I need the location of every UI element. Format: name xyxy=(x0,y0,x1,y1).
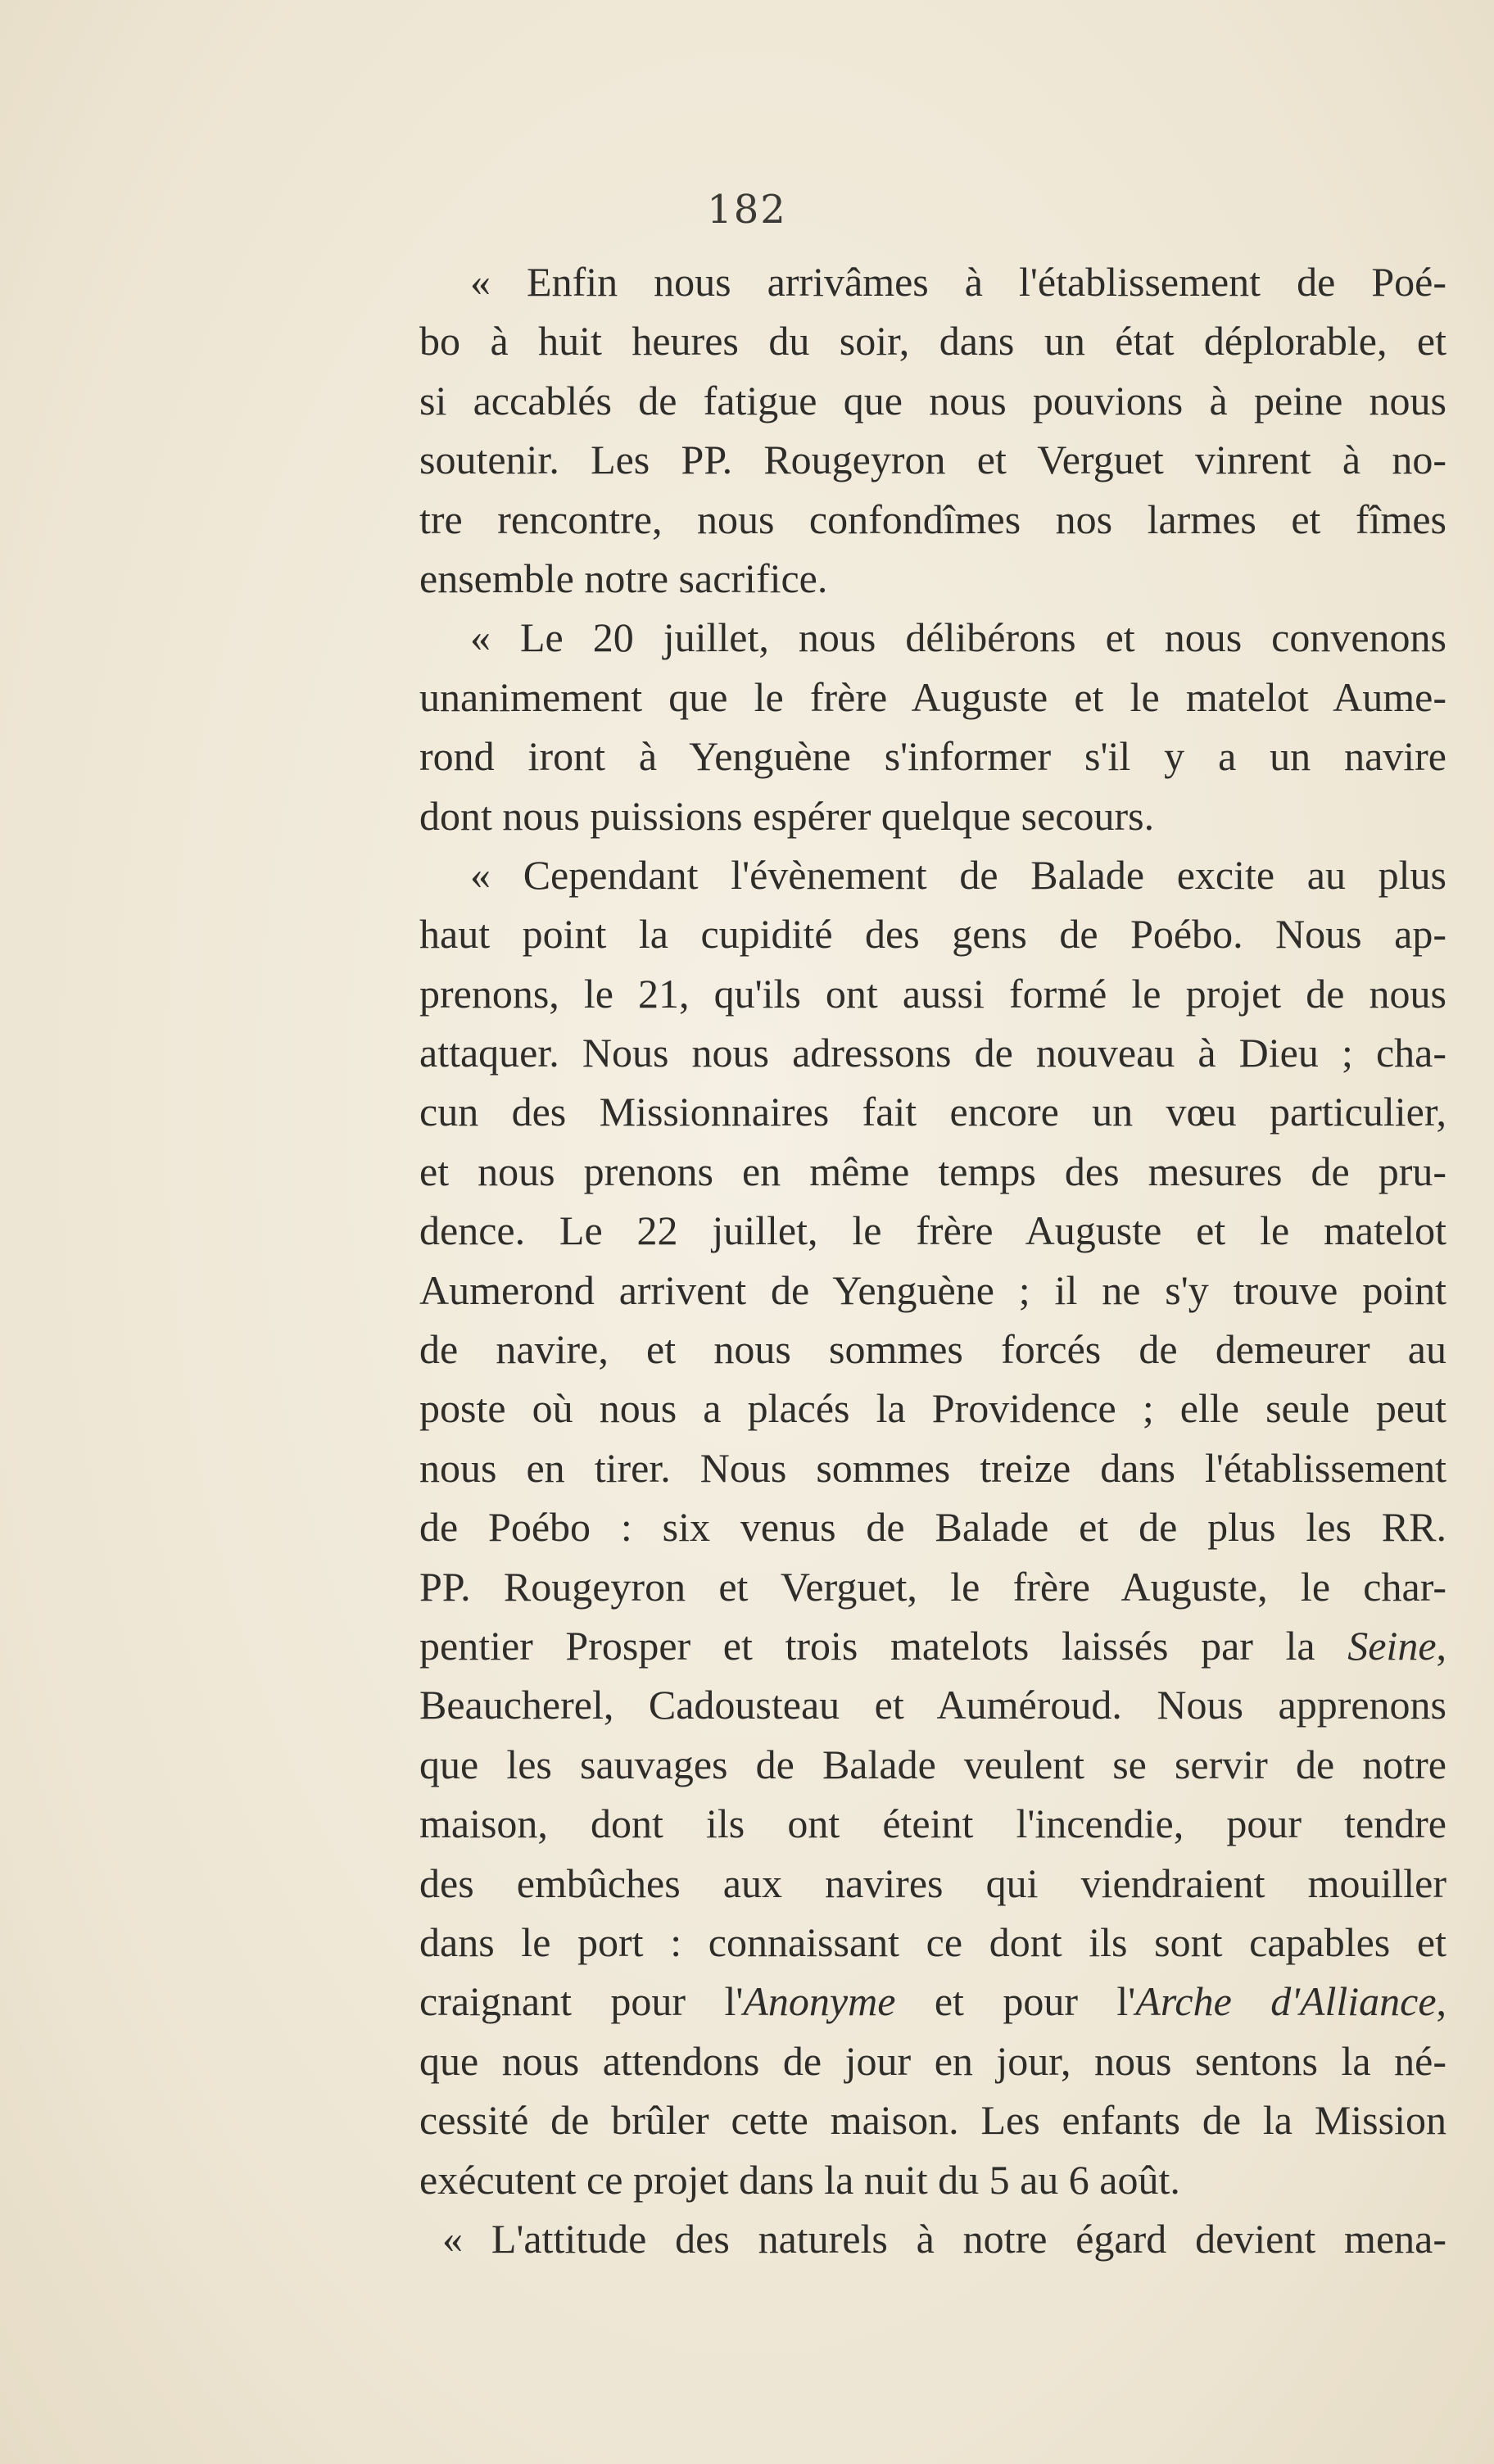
text-segment: , xyxy=(1436,1622,1447,1669)
text-line: unanimement que le frère Auguste et le matelot Aume- xyxy=(419,673,1446,720)
text-line: « Cependant l'évènement de Balade excite au plus xyxy=(470,851,1446,898)
ship-name-anonyme: Anonyme xyxy=(743,1978,896,2025)
text-line: PP. Rougeyron et Verguet, le frère Auguste, le char- xyxy=(419,1563,1446,1610)
text-line: « Le 20 juillet, nous délibérons et nous convenons xyxy=(470,614,1446,661)
ship-name-arche: Arche d'Alliance xyxy=(1135,1978,1437,2025)
text-line: bo à huit heures du soir, dans un état déplorable, et xyxy=(419,318,1446,365)
text-line: des embûches aux navires qui viendraient mouiller xyxy=(419,1859,1446,1906)
text-line: dence. Le 22 juillet, le frère Auguste et le matelot xyxy=(419,1207,1446,1254)
text-line: soutenir. Les PP. Rougeyron et Verguet vinrent à no- xyxy=(419,437,1446,483)
text-segment: pentier Prosper et trois matelots laissés par la xyxy=(419,1622,1315,1669)
text-line: poste où nous a placés la Providence ; elle seule peut xyxy=(419,1385,1446,1432)
text-line: dont nous puissions espérer quelque secours. xyxy=(419,792,1155,839)
page-number: 182 xyxy=(707,187,787,233)
text-line: haut point la cupidité des gens de Poébo. Nous ap- xyxy=(419,911,1446,958)
text-line: cun des Missionnaires fait encore un vœu particulier, xyxy=(419,1089,1446,1135)
text-line: et nous prenons en même temps des mesures de pru- xyxy=(419,1148,1446,1194)
text-line: que les sauvages de Balade veulent se servir de notre xyxy=(419,1741,1446,1787)
text-line: rond iront à Yenguène s'informer s'il y a un navire xyxy=(419,733,1446,780)
text-segment: et pour l' xyxy=(895,1978,1136,2025)
ship-name-seine: Seine xyxy=(1347,1622,1437,1669)
text-line: nous en tirer. Nous sommes treize dans l'établissement xyxy=(419,1444,1446,1491)
text-line-with-italic xyxy=(419,1616,1446,1675)
text-line-with-italic xyxy=(419,1972,1446,2031)
body-text xyxy=(419,252,1446,2268)
text-line: ensemble notre sacrifice. xyxy=(419,555,828,601)
text-line: tre rencontre, nous confondîmes nos larmes et fîmes xyxy=(419,496,1446,542)
text-line: cessité de brûler cette maison. Les enfants de la Mission xyxy=(419,2097,1446,2144)
text-line: « Enfin nous arrivâmes à l'établissement de Poé- xyxy=(470,259,1446,305)
text-line: maison, dont ils ont éteint l'incendie, pour tendre xyxy=(419,1800,1446,1847)
text-line: dans le port : connaissant ce dont ils sont capables et xyxy=(419,1918,1446,1965)
text-line: Aumerond arrivent de Yenguène ; il ne s'y trouve point xyxy=(419,1266,1446,1313)
text-line: « L'attitude des naturels à notre égard devient mena- xyxy=(442,2215,1446,2262)
text-line: exécutent ce projet dans la nuit du 5 au 6 août. xyxy=(419,2156,1180,2203)
text-segment: , xyxy=(1436,1978,1447,2025)
text-line: prenons, le 21, qu'ils ont aussi formé le projet de nous xyxy=(419,970,1446,1017)
text-line: si accablés de fatigue que nous pouvions à peine nous xyxy=(419,377,1446,424)
text-line: de Poébo : six venus de Balade et de plus les RR. xyxy=(419,1504,1446,1551)
text-line: attaquer. Nous nous adressons de nouveau à Dieu ; cha- xyxy=(419,1030,1446,1076)
text-line: de navire, et nous sommes forcés de demeurer au xyxy=(419,1326,1446,1373)
text-line: que nous attendons de jour en jour, nous sentons la né- xyxy=(419,2037,1446,2084)
text-segment: craignant pour l' xyxy=(419,1978,744,2025)
text-line: Beaucherel, Cadousteau et Auméroud. Nous apprenons xyxy=(419,1682,1446,1728)
